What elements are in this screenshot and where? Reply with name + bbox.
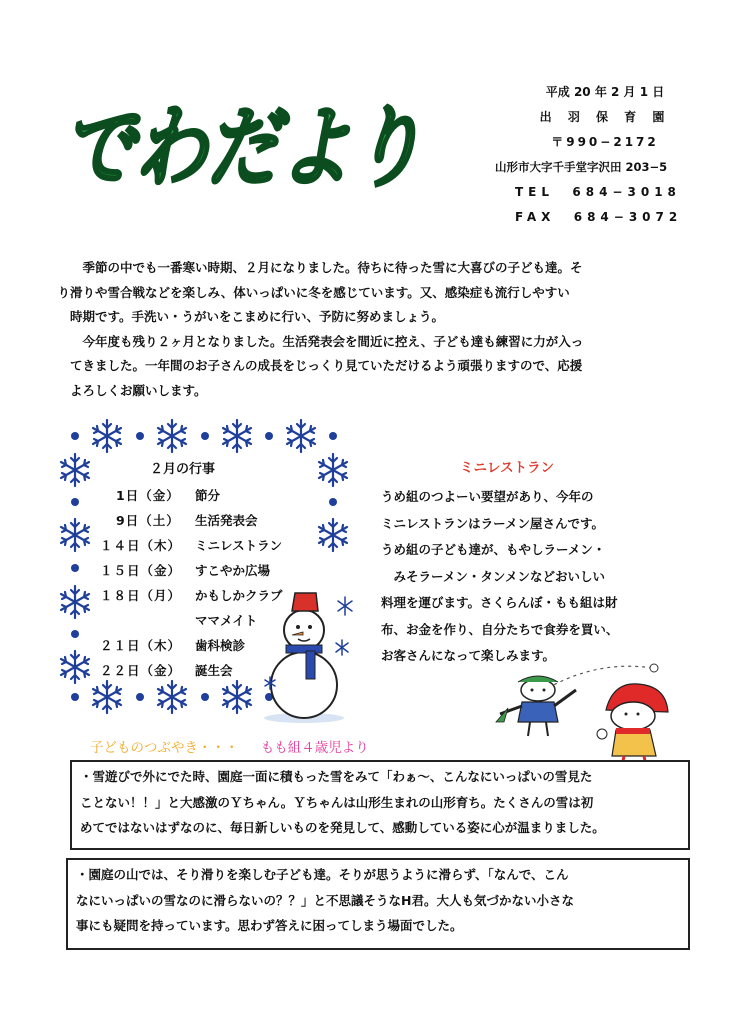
intro-paragraph-2: 今年度も残り２ヶ月となりました。生活発表会を間近に控え、子ども達も練習に力が入っ てきました。一年間のお子さんの成長をじっくり見ていただけるよう頑張りますので、応援 よろしくお願いします。 bbox=[70, 333, 584, 398]
events-title: ２月の行事 bbox=[150, 462, 216, 477]
event-row: ２２日（金） 誕生会 bbox=[100, 663, 233, 678]
event-row: １５日（金） すこやか広場 bbox=[100, 563, 271, 578]
snowman-illustration bbox=[262, 585, 357, 725]
murmur-heading: 子どものつぶやき・・・ もも組４歳児より bbox=[90, 740, 369, 756]
event-row: 1日（金） 節分 bbox=[116, 488, 221, 503]
address: 山形市大字千手堂字沢田 203−5 bbox=[495, 160, 668, 174]
tel: TEL 684−3018 bbox=[515, 185, 681, 199]
org-name: 出 羽 保 育 園 bbox=[539, 110, 671, 124]
fax: FAX 684−3072 bbox=[515, 210, 683, 224]
mini-restaurant-title: ミニレストラン bbox=[460, 460, 555, 476]
title-text: でわだより bbox=[58, 95, 521, 199]
event-row: ２１日（木） 歯科検診 bbox=[100, 638, 246, 653]
event-row: １８日（月） かもしかクラブ bbox=[100, 588, 283, 603]
issue-date: 平成 20 年 2 月 1 日 bbox=[545, 85, 665, 99]
newsletter-title bbox=[50, 60, 521, 210]
intro-paragraph-1: 季節の中でも一番寒い時期、２月になりました。待ちに待った雪に大喜びの子ども達。そ り滑りや雪合戦などを楽しみ、体いっぱいに冬を感じています。又、感染症も流行しやすい 時期です。手洗い・うがいをこまめに行い、予防に努めましょう。 bbox=[57, 260, 583, 324]
event-row: ママメイト bbox=[195, 613, 258, 628]
mini-restaurant-text: うめ組のつよーい要望があり、今年の ミニレストランはラーメン屋さんです。 うめ組の子ども達が、もやしラーメン・ みそラーメン・タンメンなどおいしい 料理を運びます。さくらんぼ・もも組は財 布、お金を作り、自分たちで食券を買い、 お客さんになって楽しみます。 bbox=[381, 489, 619, 663]
murmur-box-2: ・園庭の山では、そり滑りを楽しむ子ども達。そりが思うように滑らず、「なんで、こん なにいっぱいの雪なのに滑らないの？？」と不思議そうなH君。大人も気づかない小さな 事にも疑問を持っています。思わず答えに困ってしまう場面でした。 bbox=[66, 858, 690, 950]
murmur-box-1: ・雪遊びで外にでた時、園庭一面に積もった雪をみて「わぁ〜、こんなにいっぱいの雪見た ことない！！」と大感激のＹちゃん。Ｙちゃんは山形生まれの山形育ち。たくさんの雪は初 めてではないはずなのに、毎日新しいものを発見して、感動している姿に心が温まりました。 bbox=[70, 760, 690, 850]
header-info bbox=[495, 80, 715, 230]
intro-text bbox=[57, 256, 690, 403]
postal-code: 〒990−2172 bbox=[551, 135, 659, 149]
event-row: １４日（木） ミニレストラン bbox=[100, 538, 283, 553]
event-row: 9日（土） 生活発表会 bbox=[116, 513, 258, 528]
kids-snowball-illustration bbox=[488, 660, 678, 770]
